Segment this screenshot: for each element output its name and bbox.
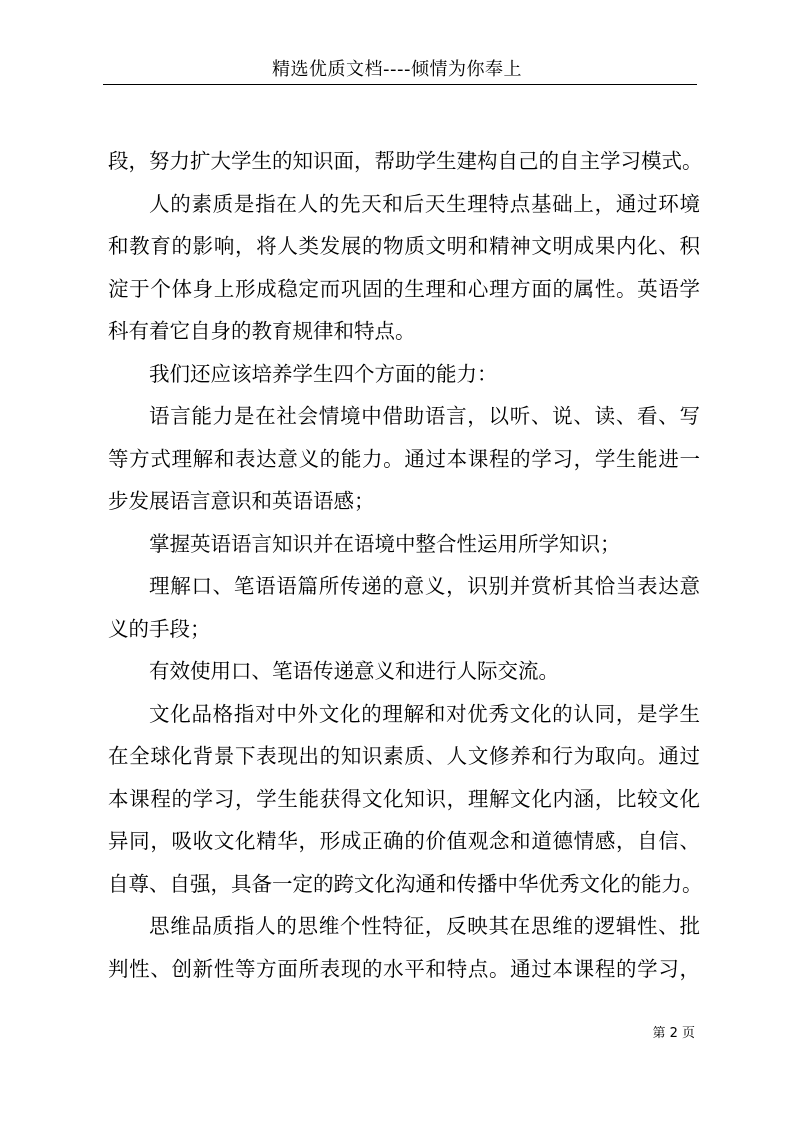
header-divider — [103, 84, 697, 85]
document-body — [108, 140, 703, 990]
text-line: 人的素质是指在人的先天和后天生理特点基础上，通过环境 — [149, 191, 700, 216]
text-line: 有效使用口、笔语传递意义和进行人际交流。 — [149, 659, 559, 683]
text-line: 掌握英语语言知识并在语境中整合性运用所学知识； — [149, 531, 621, 556]
text-line: 异同，吸收文化精华，形成正确的价值观念和道德情感，自信、 — [108, 829, 700, 853]
text-line: 判性、创新性等方面所表现的水平和特点。通过本课程的学习， — [108, 956, 700, 981]
text-line: 文化品格指对中外文化的理解和对优秀文化的认同，是学生 — [149, 701, 700, 726]
text-line: 义的手段； — [108, 616, 211, 641]
text-line: 我们还应该培养学生四个方面的能力： — [149, 361, 498, 386]
text-line: 自尊、自强，具备一定的跨文化沟通和传播中华优秀文化的能力。 — [108, 871, 703, 896]
text-line: 淀于个体身上形成稳定而巩固的生理和心理方面的属性。英语学 — [108, 276, 700, 301]
text-line: 科有着它自身的教育规律和特点。 — [108, 319, 416, 343]
text-line: 思维品质指人的思维个性特征，反映其在思维的逻辑性、批 — [149, 914, 700, 938]
text-line: 等方式理解和表达意义的能力。通过本课程的学习，学生能进一 — [108, 446, 700, 471]
text-line: 理解口、笔语语篇所传递的意义，识别并赏析其恰当表达意 — [149, 574, 700, 598]
text-line: 本课程的学习，学生能获得文化知识，理解文化内涵，比较文化 — [108, 786, 700, 811]
text-line: 语言能力是在社会情境中借助语言，以听、说、读、看、写 — [149, 404, 700, 428]
text-line: 步发展语言意识和英语语感； — [108, 489, 375, 513]
text-line: 和教育的影响，将人类发展的物质文明和精神文明成果内化、积 — [108, 234, 700, 258]
page-number: 第 2 页 — [652, 1026, 695, 1041]
page-header-title: 精选优质文档----倾情为你奉上 — [272, 59, 522, 80]
text-line: 段，努力扩大学生的知识面，帮助学生建构自己的自主学习模式。 — [108, 149, 703, 173]
text-line: 在全球化背景下表现出的知识素质、人文修养和行为取向。通过 — [108, 744, 700, 768]
